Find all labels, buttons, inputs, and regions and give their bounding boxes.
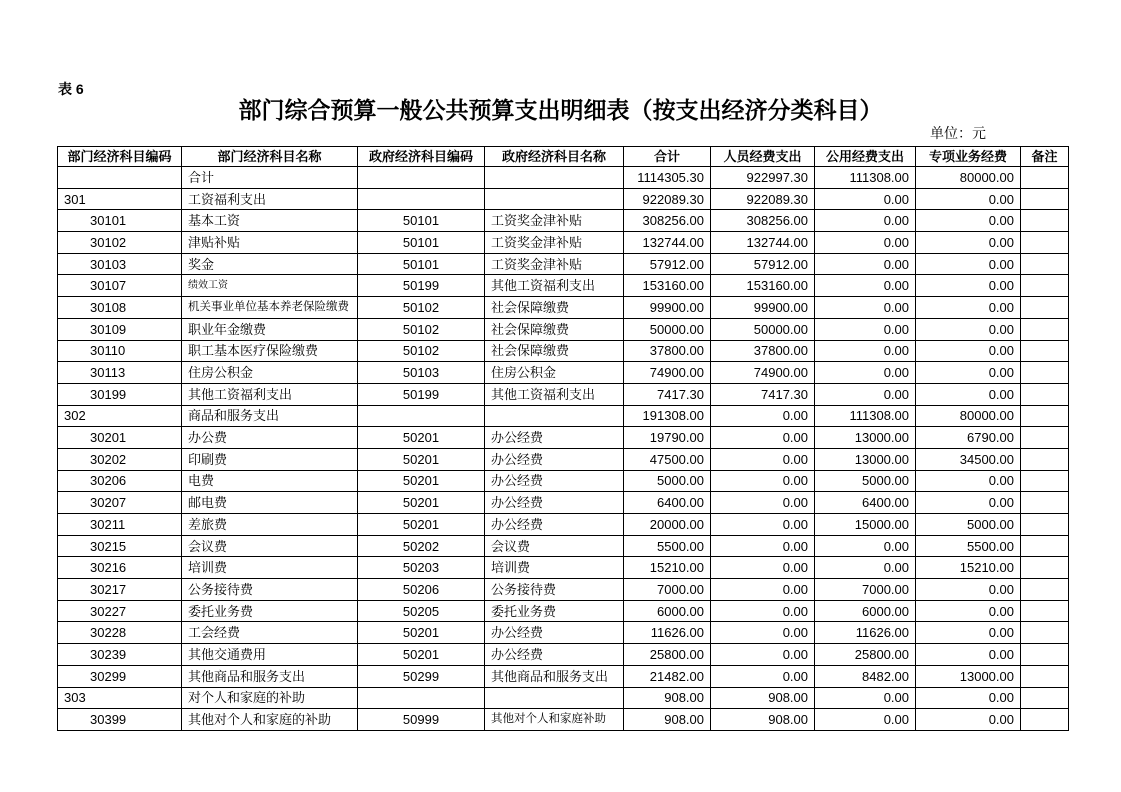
personnel-cell: 50000.00 bbox=[711, 318, 815, 340]
table-row bbox=[58, 448, 1069, 470]
gov-code-cell bbox=[358, 687, 485, 709]
dept-name-cell: 委托业务费 bbox=[182, 600, 358, 622]
special-cell: 80000.00 bbox=[916, 167, 1021, 189]
dept-name-cell: 工资福利支出 bbox=[182, 188, 358, 210]
personnel-cell: 0.00 bbox=[711, 427, 815, 449]
note-cell bbox=[1021, 210, 1069, 232]
dept-name-cell: 其他交通费用 bbox=[182, 644, 358, 666]
personnel-cell: 922997.30 bbox=[711, 167, 815, 189]
table-row bbox=[58, 709, 1069, 731]
table-row bbox=[58, 167, 1069, 189]
gov-name-cell: 办公经费 bbox=[485, 644, 624, 666]
total-cell: 74900.00 bbox=[624, 362, 711, 384]
dept-name-cell: 合计 bbox=[182, 167, 358, 189]
special-cell: 0.00 bbox=[916, 622, 1021, 644]
gov-code-cell: 50201 bbox=[358, 470, 485, 492]
special-cell: 0.00 bbox=[916, 275, 1021, 297]
public-use-cell: 0.00 bbox=[815, 297, 916, 319]
total-cell: 908.00 bbox=[624, 709, 711, 731]
gov-code-cell: 50206 bbox=[358, 579, 485, 601]
gov-code-cell: 50103 bbox=[358, 362, 485, 384]
page-title: 部门综合预算一般公共预算支出明细表（按支出经济分类科目） bbox=[238, 97, 883, 123]
dept-name-cell: 商品和服务支出 bbox=[182, 405, 358, 427]
special-cell: 0.00 bbox=[916, 253, 1021, 275]
personnel-cell: 7417.30 bbox=[711, 383, 815, 405]
personnel-cell: 908.00 bbox=[711, 709, 815, 731]
dept-name-cell: 对个人和家庭的补助 bbox=[182, 687, 358, 709]
gov-name-cell: 住房公积金 bbox=[485, 362, 624, 384]
dept-code-cell: 302 bbox=[58, 405, 182, 427]
special-cell: 0.00 bbox=[916, 210, 1021, 232]
total-cell: 11626.00 bbox=[624, 622, 711, 644]
table-row bbox=[58, 665, 1069, 687]
public-use-cell: 6000.00 bbox=[815, 600, 916, 622]
personnel-cell: 922089.30 bbox=[711, 188, 815, 210]
dept-code-cell: 30102 bbox=[58, 232, 182, 254]
public-use-cell: 0.00 bbox=[815, 253, 916, 275]
gov-code-cell: 50201 bbox=[358, 514, 485, 536]
total-cell: 21482.00 bbox=[624, 665, 711, 687]
personnel-cell: 908.00 bbox=[711, 687, 815, 709]
dept-name-cell: 住房公积金 bbox=[182, 362, 358, 384]
total-cell: 20000.00 bbox=[624, 514, 711, 536]
dept-name-cell: 基本工资 bbox=[182, 210, 358, 232]
gov-name-cell: 办公经费 bbox=[485, 427, 624, 449]
total-cell: 37800.00 bbox=[624, 340, 711, 362]
table-row bbox=[58, 470, 1069, 492]
note-cell bbox=[1021, 492, 1069, 514]
public-use-cell: 0.00 bbox=[815, 232, 916, 254]
header-public-use: 公用经费支出 bbox=[815, 147, 916, 167]
note-cell bbox=[1021, 232, 1069, 254]
personnel-cell: 0.00 bbox=[711, 448, 815, 470]
personnel-cell: 0.00 bbox=[711, 665, 815, 687]
gov-name-cell: 工资奖金津补贴 bbox=[485, 232, 624, 254]
dept-code-cell: 30228 bbox=[58, 622, 182, 644]
dept-name-cell: 职工基本医疗保险缴费 bbox=[182, 340, 358, 362]
public-use-cell: 111308.00 bbox=[815, 405, 916, 427]
total-cell: 5500.00 bbox=[624, 535, 711, 557]
total-cell: 908.00 bbox=[624, 687, 711, 709]
table-row bbox=[58, 622, 1069, 644]
special-cell: 0.00 bbox=[916, 709, 1021, 731]
dept-code-cell: 30227 bbox=[58, 600, 182, 622]
dept-code-cell bbox=[58, 167, 182, 189]
public-use-cell: 7000.00 bbox=[815, 579, 916, 601]
note-cell bbox=[1021, 448, 1069, 470]
note-cell bbox=[1021, 253, 1069, 275]
gov-code-cell: 50203 bbox=[358, 557, 485, 579]
gov-code-cell: 50202 bbox=[358, 535, 485, 557]
special-cell: 0.00 bbox=[916, 470, 1021, 492]
note-cell bbox=[1021, 709, 1069, 731]
gov-code-cell: 50201 bbox=[358, 644, 485, 666]
total-cell: 153160.00 bbox=[624, 275, 711, 297]
note-cell bbox=[1021, 557, 1069, 579]
note-cell bbox=[1021, 340, 1069, 362]
personnel-cell: 37800.00 bbox=[711, 340, 815, 362]
total-cell: 132744.00 bbox=[624, 232, 711, 254]
note-cell bbox=[1021, 167, 1069, 189]
public-use-cell: 0.00 bbox=[815, 210, 916, 232]
dept-name-cell: 培训费 bbox=[182, 557, 358, 579]
total-cell: 15210.00 bbox=[624, 557, 711, 579]
total-cell: 57912.00 bbox=[624, 253, 711, 275]
table-row bbox=[58, 535, 1069, 557]
special-cell: 0.00 bbox=[916, 318, 1021, 340]
special-cell: 80000.00 bbox=[916, 405, 1021, 427]
total-cell: 25800.00 bbox=[624, 644, 711, 666]
dept-name-cell: 其他工资福利支出 bbox=[182, 383, 358, 405]
personnel-cell: 0.00 bbox=[711, 492, 815, 514]
total-cell: 7000.00 bbox=[624, 579, 711, 601]
special-cell: 0.00 bbox=[916, 188, 1021, 210]
personnel-cell: 0.00 bbox=[711, 644, 815, 666]
header-note: 备注 bbox=[1021, 147, 1069, 167]
dept-code-cell: 30110 bbox=[58, 340, 182, 362]
gov-name-cell: 会议费 bbox=[485, 535, 624, 557]
dept-name-cell: 其他商品和服务支出 bbox=[182, 665, 358, 687]
table-row bbox=[58, 362, 1069, 384]
dept-name-cell: 邮电费 bbox=[182, 492, 358, 514]
table-row bbox=[58, 383, 1069, 405]
special-cell: 15210.00 bbox=[916, 557, 1021, 579]
public-use-cell: 13000.00 bbox=[815, 427, 916, 449]
dept-code-cell: 30216 bbox=[58, 557, 182, 579]
public-use-cell: 0.00 bbox=[815, 709, 916, 731]
gov-name-cell: 社会保障缴费 bbox=[485, 318, 624, 340]
note-cell bbox=[1021, 297, 1069, 319]
public-use-cell: 15000.00 bbox=[815, 514, 916, 536]
total-cell: 308256.00 bbox=[624, 210, 711, 232]
dept-name-cell: 津贴补贴 bbox=[182, 232, 358, 254]
personnel-cell: 0.00 bbox=[711, 622, 815, 644]
special-cell: 0.00 bbox=[916, 644, 1021, 666]
header-dept-name: 部门经济科目名称 bbox=[182, 147, 358, 167]
dept-code-cell: 30109 bbox=[58, 318, 182, 340]
table-row bbox=[58, 340, 1069, 362]
gov-name-cell bbox=[485, 405, 624, 427]
public-use-cell: 11626.00 bbox=[815, 622, 916, 644]
note-cell bbox=[1021, 687, 1069, 709]
table-header bbox=[58, 147, 1069, 167]
dept-name-cell: 差旅费 bbox=[182, 514, 358, 536]
public-use-cell: 0.00 bbox=[815, 188, 916, 210]
total-cell: 19790.00 bbox=[624, 427, 711, 449]
gov-code-cell bbox=[358, 167, 485, 189]
personnel-cell: 0.00 bbox=[711, 405, 815, 427]
dept-name-cell: 办公费 bbox=[182, 427, 358, 449]
public-use-cell: 0.00 bbox=[815, 318, 916, 340]
gov-name-cell bbox=[485, 167, 624, 189]
header-gov-name: 政府经济科目名称 bbox=[485, 147, 624, 167]
public-use-cell: 0.00 bbox=[815, 340, 916, 362]
gov-name-cell: 其他商品和服务支出 bbox=[485, 665, 624, 687]
budget-table bbox=[57, 146, 1069, 731]
header-gov-code: 政府经济科目编码 bbox=[358, 147, 485, 167]
public-use-cell: 6400.00 bbox=[815, 492, 916, 514]
gov-code-cell: 50299 bbox=[358, 665, 485, 687]
dept-code-cell: 30217 bbox=[58, 579, 182, 601]
header-row bbox=[58, 147, 1069, 167]
special-cell: 0.00 bbox=[916, 340, 1021, 362]
table-row bbox=[58, 275, 1069, 297]
total-cell: 922089.30 bbox=[624, 188, 711, 210]
gov-name-cell: 其他工资福利支出 bbox=[485, 275, 624, 297]
dept-code-cell: 30239 bbox=[58, 644, 182, 666]
total-cell: 191308.00 bbox=[624, 405, 711, 427]
unit-label: 单位：元 bbox=[930, 125, 986, 141]
dept-name-cell: 工会经费 bbox=[182, 622, 358, 644]
personnel-cell: 0.00 bbox=[711, 470, 815, 492]
personnel-cell: 57912.00 bbox=[711, 253, 815, 275]
personnel-cell: 99900.00 bbox=[711, 297, 815, 319]
gov-code-cell: 50101 bbox=[358, 253, 485, 275]
gov-name-cell: 其他对个人和家庭补助 bbox=[485, 709, 624, 731]
table-row bbox=[58, 579, 1069, 601]
gov-name-cell: 办公经费 bbox=[485, 470, 624, 492]
gov-name-cell: 社会保障缴费 bbox=[485, 340, 624, 362]
public-use-cell: 8482.00 bbox=[815, 665, 916, 687]
personnel-cell: 74900.00 bbox=[711, 362, 815, 384]
table-row bbox=[58, 210, 1069, 232]
gov-name-cell: 办公经费 bbox=[485, 622, 624, 644]
dept-code-cell: 30199 bbox=[58, 383, 182, 405]
public-use-cell: 0.00 bbox=[815, 687, 916, 709]
table-row bbox=[58, 514, 1069, 536]
public-use-cell: 13000.00 bbox=[815, 448, 916, 470]
dept-name-cell: 电费 bbox=[182, 470, 358, 492]
special-cell: 5500.00 bbox=[916, 535, 1021, 557]
table-row bbox=[58, 297, 1069, 319]
gov-name-cell: 社会保障缴费 bbox=[485, 297, 624, 319]
header-total: 合计 bbox=[624, 147, 711, 167]
dept-name-cell: 绩效工资 bbox=[182, 275, 358, 297]
gov-code-cell: 50102 bbox=[358, 340, 485, 362]
gov-code-cell: 50201 bbox=[358, 492, 485, 514]
gov-name-cell bbox=[485, 188, 624, 210]
dept-code-cell: 30399 bbox=[58, 709, 182, 731]
personnel-cell: 0.00 bbox=[711, 557, 815, 579]
special-cell: 0.00 bbox=[916, 297, 1021, 319]
table-row bbox=[58, 318, 1069, 340]
note-cell bbox=[1021, 470, 1069, 492]
dept-code-cell: 30202 bbox=[58, 448, 182, 470]
dept-code-cell: 301 bbox=[58, 188, 182, 210]
special-cell: 0.00 bbox=[916, 362, 1021, 384]
personnel-cell: 308256.00 bbox=[711, 210, 815, 232]
note-cell bbox=[1021, 318, 1069, 340]
note-cell bbox=[1021, 514, 1069, 536]
personnel-cell: 132744.00 bbox=[711, 232, 815, 254]
public-use-cell: 0.00 bbox=[815, 383, 916, 405]
gov-name-cell: 委托业务费 bbox=[485, 600, 624, 622]
public-use-cell: 0.00 bbox=[815, 275, 916, 297]
table-body bbox=[58, 167, 1069, 731]
personnel-cell: 0.00 bbox=[711, 579, 815, 601]
special-cell: 6790.00 bbox=[916, 427, 1021, 449]
note-cell bbox=[1021, 405, 1069, 427]
dept-code-cell: 30201 bbox=[58, 427, 182, 449]
table-row bbox=[58, 405, 1069, 427]
table-row bbox=[58, 427, 1069, 449]
dept-name-cell: 职业年金缴费 bbox=[182, 318, 358, 340]
gov-name-cell: 办公经费 bbox=[485, 448, 624, 470]
note-cell bbox=[1021, 600, 1069, 622]
dept-code-cell: 30113 bbox=[58, 362, 182, 384]
table-row bbox=[58, 232, 1069, 254]
note-cell bbox=[1021, 535, 1069, 557]
table-label: 表 6 bbox=[58, 81, 84, 97]
gov-code-cell bbox=[358, 188, 485, 210]
dept-name-cell: 奖金 bbox=[182, 253, 358, 275]
table-row bbox=[58, 253, 1069, 275]
dept-code-cell: 30211 bbox=[58, 514, 182, 536]
total-cell: 6400.00 bbox=[624, 492, 711, 514]
dept-name-cell: 公务接待费 bbox=[182, 579, 358, 601]
note-cell bbox=[1021, 188, 1069, 210]
total-cell: 99900.00 bbox=[624, 297, 711, 319]
gov-code-cell: 50201 bbox=[358, 427, 485, 449]
gov-code-cell: 50999 bbox=[358, 709, 485, 731]
gov-code-cell: 50201 bbox=[358, 448, 485, 470]
personnel-cell: 0.00 bbox=[711, 514, 815, 536]
public-use-cell: 0.00 bbox=[815, 557, 916, 579]
dept-name-cell: 会议费 bbox=[182, 535, 358, 557]
table-row bbox=[58, 644, 1069, 666]
gov-code-cell: 50102 bbox=[358, 318, 485, 340]
gov-code-cell: 50205 bbox=[358, 600, 485, 622]
note-cell bbox=[1021, 622, 1069, 644]
gov-code-cell: 50102 bbox=[358, 297, 485, 319]
note-cell bbox=[1021, 383, 1069, 405]
public-use-cell: 111308.00 bbox=[815, 167, 916, 189]
dept-code-cell: 30206 bbox=[58, 470, 182, 492]
dept-code-cell: 30215 bbox=[58, 535, 182, 557]
special-cell: 0.00 bbox=[916, 232, 1021, 254]
gov-code-cell: 50199 bbox=[358, 275, 485, 297]
special-cell: 13000.00 bbox=[916, 665, 1021, 687]
dept-code-cell: 30207 bbox=[58, 492, 182, 514]
total-cell: 7417.30 bbox=[624, 383, 711, 405]
header-personnel: 人员经费支出 bbox=[711, 147, 815, 167]
header-dept-code: 部门经济科目编码 bbox=[58, 147, 182, 167]
public-use-cell: 0.00 bbox=[815, 535, 916, 557]
gov-name-cell: 其他工资福利支出 bbox=[485, 383, 624, 405]
total-cell: 47500.00 bbox=[624, 448, 711, 470]
total-cell: 50000.00 bbox=[624, 318, 711, 340]
gov-code-cell: 50101 bbox=[358, 232, 485, 254]
special-cell: 0.00 bbox=[916, 492, 1021, 514]
gov-name-cell bbox=[485, 687, 624, 709]
special-cell: 0.00 bbox=[916, 383, 1021, 405]
gov-code-cell bbox=[358, 405, 485, 427]
table-row bbox=[58, 557, 1069, 579]
gov-code-cell: 50199 bbox=[358, 383, 485, 405]
personnel-cell: 0.00 bbox=[711, 600, 815, 622]
personnel-cell: 153160.00 bbox=[711, 275, 815, 297]
gov-name-cell: 工资奖金津补贴 bbox=[485, 210, 624, 232]
table-row bbox=[58, 188, 1069, 210]
dept-name-cell: 机关事业单位基本养老保险缴费 bbox=[182, 297, 358, 319]
gov-name-cell: 公务接待费 bbox=[485, 579, 624, 601]
personnel-cell: 0.00 bbox=[711, 535, 815, 557]
total-cell: 5000.00 bbox=[624, 470, 711, 492]
public-use-cell: 5000.00 bbox=[815, 470, 916, 492]
special-cell: 5000.00 bbox=[916, 514, 1021, 536]
special-cell: 34500.00 bbox=[916, 448, 1021, 470]
table-row bbox=[58, 687, 1069, 709]
gov-name-cell: 培训费 bbox=[485, 557, 624, 579]
gov-name-cell: 工资奖金津补贴 bbox=[485, 253, 624, 275]
gov-code-cell: 50201 bbox=[358, 622, 485, 644]
note-cell bbox=[1021, 644, 1069, 666]
dept-code-cell: 303 bbox=[58, 687, 182, 709]
header-special: 专项业务经费 bbox=[916, 147, 1021, 167]
dept-name-cell: 印刷费 bbox=[182, 448, 358, 470]
gov-code-cell: 50101 bbox=[358, 210, 485, 232]
gov-name-cell: 办公经费 bbox=[485, 492, 624, 514]
dept-name-cell: 其他对个人和家庭的补助 bbox=[182, 709, 358, 731]
dept-code-cell: 30108 bbox=[58, 297, 182, 319]
note-cell bbox=[1021, 427, 1069, 449]
table-row bbox=[58, 492, 1069, 514]
table-row bbox=[58, 600, 1069, 622]
dept-code-cell: 30101 bbox=[58, 210, 182, 232]
public-use-cell: 25800.00 bbox=[815, 644, 916, 666]
note-cell bbox=[1021, 579, 1069, 601]
total-cell: 1114305.30 bbox=[624, 167, 711, 189]
dept-code-cell: 30103 bbox=[58, 253, 182, 275]
note-cell bbox=[1021, 275, 1069, 297]
public-use-cell: 0.00 bbox=[815, 362, 916, 384]
note-cell bbox=[1021, 665, 1069, 687]
special-cell: 0.00 bbox=[916, 600, 1021, 622]
special-cell: 0.00 bbox=[916, 687, 1021, 709]
dept-code-cell: 30299 bbox=[58, 665, 182, 687]
gov-name-cell: 办公经费 bbox=[485, 514, 624, 536]
dept-code-cell: 30107 bbox=[58, 275, 182, 297]
note-cell bbox=[1021, 362, 1069, 384]
special-cell: 0.00 bbox=[916, 579, 1021, 601]
total-cell: 6000.00 bbox=[624, 600, 711, 622]
